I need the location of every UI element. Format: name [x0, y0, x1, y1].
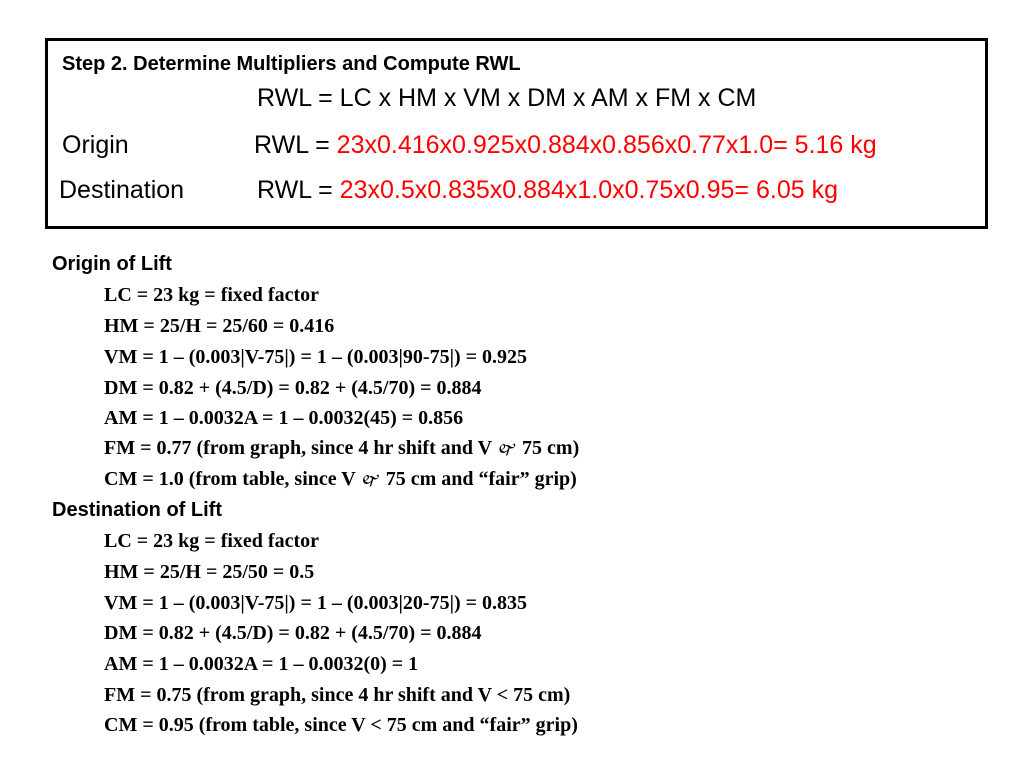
origin-lc-line: LC = 23 kg = fixed factor [104, 284, 319, 306]
origin-rwl-value: 23x0.416x0.925x0.884x0.856x0.77x1.0= 5.16 kg [336, 131, 877, 159]
origin-rwl-prefix: RWL = [254, 131, 337, 159]
origin-cm-line [104, 468, 577, 496]
symbol-glyph-icon: 🙰 [496, 439, 518, 458]
destination-label: Destination [59, 176, 185, 204]
origin-fm-text: FM = 0.77 (from graph, since 4 hr shift and V [104, 437, 497, 459]
origin-hm-line: HM = 25/H = 25/60 = 0.416 [104, 315, 335, 337]
origin-cm-text-end: 75 cm and “fair” grip) [380, 468, 577, 490]
origin-cm-text: CM = 1.0 (from table, since V [104, 468, 361, 490]
origin-label: Origin [62, 131, 129, 159]
rwl-formula: RWL = LC x HM x VM x DM x AM x FM x CM [257, 84, 757, 112]
origin-vm-line: VM = 1 – (0.003|V-75|) = 1 – (0.003|90-75|) = 0.925 [104, 346, 528, 368]
origin-fm-text-end: 75 cm) [517, 437, 580, 459]
rwl-summary-box [45, 38, 988, 229]
origin-section-title: Origin of Lift [52, 253, 172, 275]
destination-fm-line: FM = 0.75 (from graph, since 4 hr shift and V < 75 cm) [104, 684, 571, 706]
destination-dm-line: DM = 0.82 + (4.5/D) = 0.82 + (4.5/70) = 0.884 [104, 622, 482, 644]
origin-rwl [254, 131, 877, 160]
step-title: Step 2. Determine Multipliers and Compute RWL [62, 53, 521, 75]
destination-section-title: Destination of Lift [52, 499, 222, 521]
destination-rwl-value: 23x0.5x0.835x0.884x1.0x0.75x0.95= 6.05 kg [339, 176, 838, 204]
destination-lc-line: LC = 23 kg = fixed factor [104, 530, 319, 552]
origin-am-line: AM = 1 – 0.0032A = 1 – 0.0032(45) = 0.856 [104, 407, 464, 429]
origin-fm-line [104, 437, 579, 465]
origin-dm-line: DM = 0.82 + (4.5/D) = 0.82 + (4.5/70) = 0.884 [104, 377, 482, 399]
destination-cm-line: CM = 0.95 (from table, since V < 75 cm and “fair” grip) [104, 714, 578, 736]
destination-hm-line: HM = 25/H = 25/50 = 0.5 [104, 561, 315, 583]
destination-rwl-prefix: RWL = [257, 176, 340, 204]
destination-vm-line: VM = 1 – (0.003|V-75|) = 1 – (0.003|20-75|) = 0.835 [104, 592, 528, 614]
symbol-glyph-icon: 🙰 [360, 470, 381, 489]
destination-rwl [257, 176, 838, 205]
destination-am-line: AM = 1 – 0.0032A = 1 – 0.0032(0) = 1 [104, 653, 419, 675]
